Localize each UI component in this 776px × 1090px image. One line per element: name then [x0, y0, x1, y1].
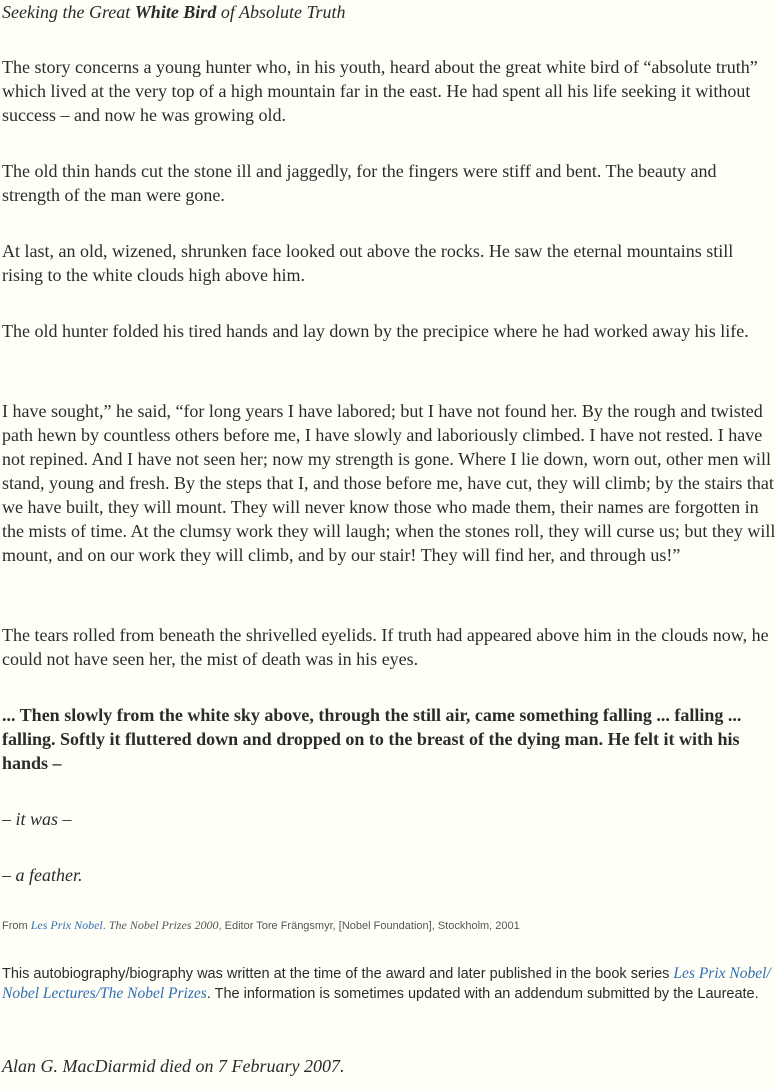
note-text: This autobiography/biography was written at the time of the award and later published in the book series	[2, 966, 674, 982]
section-heading	[2, 0, 346, 24]
paragraph-3: At last, an old, wizened, shrunken face looked out above the rocks. He saw the eternal mountains still rising to the white clouds high above him.	[2, 241, 734, 285]
paragraph-5: I have sought,” he said, “for long years I have labored; but I have not found her. By the rough and twisted path hewn by countless others before me, I have slowly and laboriously climbed. I have not rested. I have not repined. And I have not seen her; now my strength is gone. Where I lie down, worn out, other men will stand, young and fresh. By the steps that I, and those before me, have cut, they will climb; by the stairs that we have built, they will mount. They will never know those who made them, their names are forgotten in the mists of time. At the clumsy work they will laugh; when the stones roll, they will curse us; but they will mount, and on our work they will climb, and by our stair! They will find her, and through us!”	[2, 401, 776, 565]
biography-note	[2, 964, 776, 1004]
paragraph-1: The story concerns a young hunter who, in his youth, heard about the great white bird of “absolute truth” which lived at the very top of a high mountain far in the east. He had spent all his life seeking it without success – and now he was growing old.	[2, 57, 758, 125]
paragraph-4: The old hunter folded his tired hands and lay down by the precipice where he had worked away his life.	[2, 321, 749, 341]
source-rest: , Editor Tore Frängsmyr, [Nobel Foundation], Stockholm, 2001	[218, 920, 520, 932]
heading-suffix: of Absolute Truth	[216, 2, 346, 22]
it-was-line: – it was –	[2, 809, 72, 829]
heading-prefix: Seeking the Great	[2, 2, 135, 22]
source-from: From	[2, 920, 31, 932]
les-prix-nobel-link[interactable]: Les Prix Nobel	[30, 918, 103, 932]
note-suffix: . The information is sometimes updated with an addendum submitted by the Laureate.	[206, 986, 759, 1002]
source-citation	[2, 918, 520, 933]
climax-paragraph: ... Then slowly from the white sky above, through the still air, came something falling ... falling ... falling. Softly it fluttered down and dropped on to the breast of the dying man. He felt it with his hands –	[2, 705, 742, 773]
heading-bold: White Bird	[134, 2, 217, 22]
book-series-link[interactable]: Les Prix Nobel/ Nobel Lectures/The Nobel Prizes	[2, 965, 771, 1002]
feather-line: – a feather.	[2, 865, 83, 885]
source-title: The Nobel Prizes 2000	[108, 918, 219, 932]
paragraph-2: The old thin hands cut the stone ill and jaggedly, for the fingers were stiff and bent. The beauty and strength of the man were gone.	[2, 161, 717, 205]
source-period: .	[102, 920, 109, 932]
paragraph-6: The tears rolled from beneath the shrivelled eyelids. If truth had appeared above him in the clouds now, he could not have seen her, the mist of death was in his eyes.	[2, 625, 769, 669]
death-note: Alan G. MacDiarmid died on 7 February 2007.	[2, 1056, 345, 1076]
